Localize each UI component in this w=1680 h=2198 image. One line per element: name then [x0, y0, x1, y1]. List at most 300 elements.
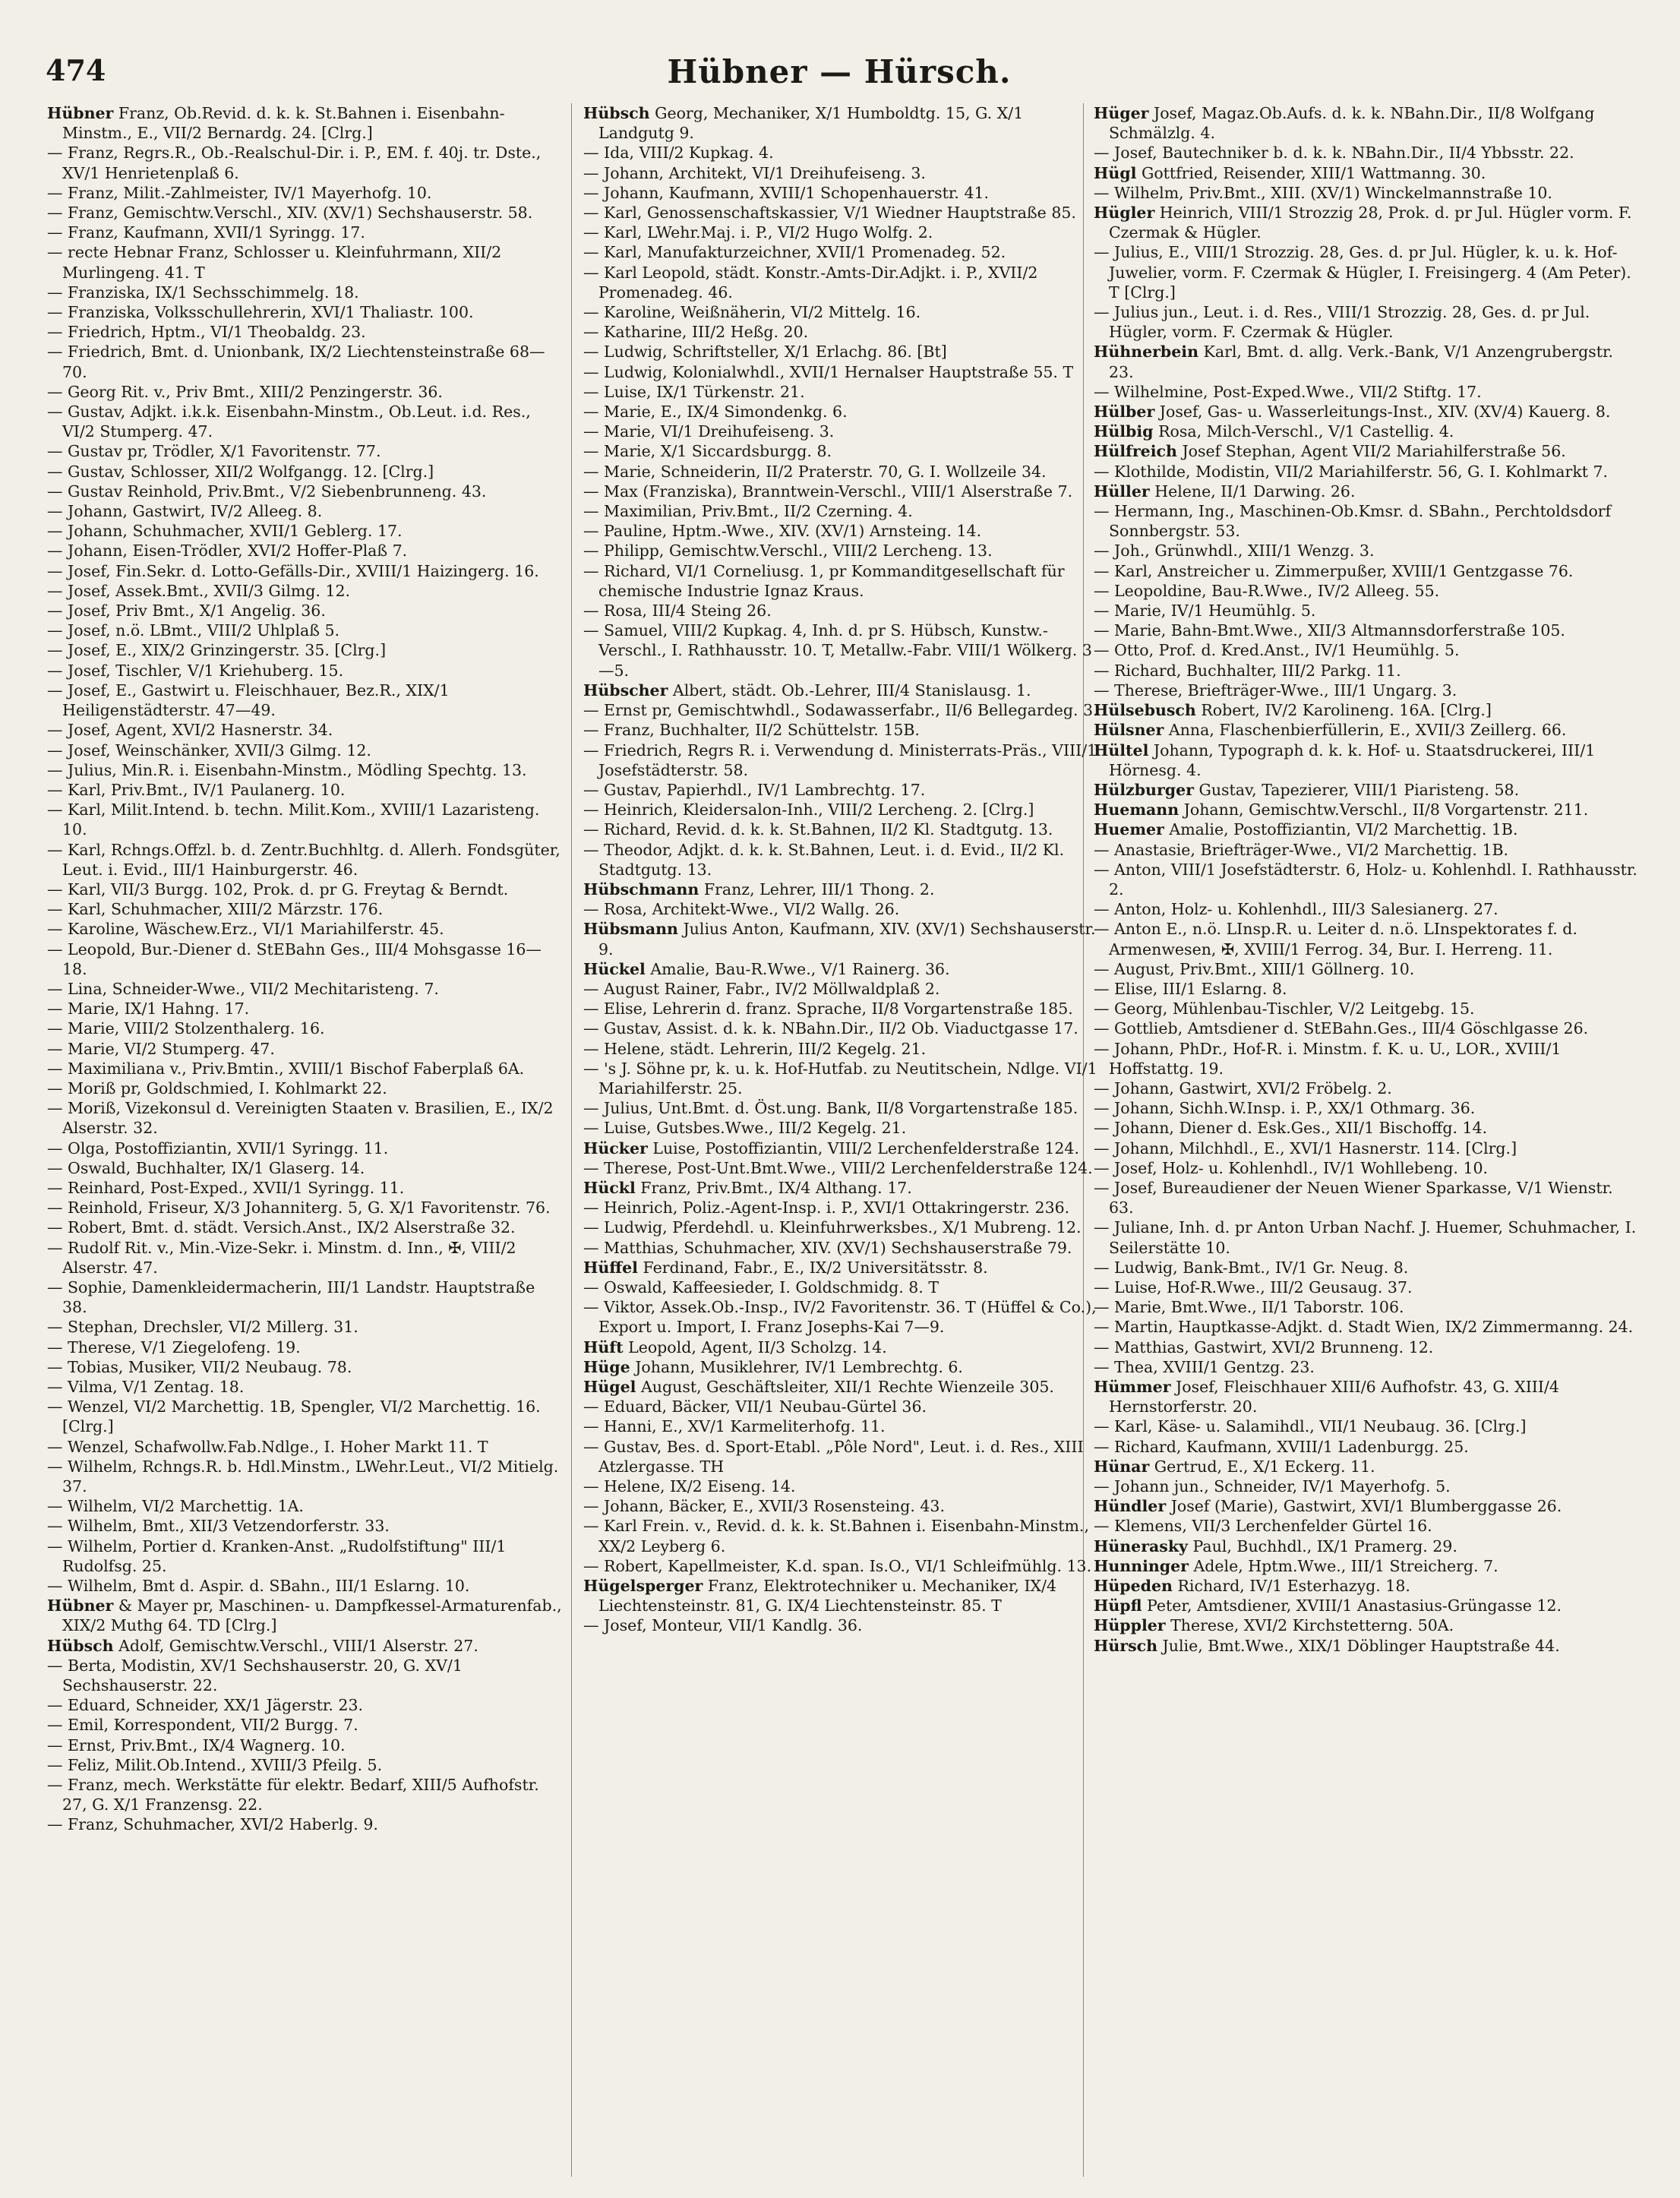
- entry-text: — Josef, Priv Bmt., X/1 Angelig. 36.: [47, 602, 326, 621]
- entry-text: — Marie, VIII/2 Stolzenthalerg. 16.: [47, 1019, 325, 1038]
- entry-text: — Anton, VIII/1 Josefstädterstr. 6, Holz- u. Kohlenhdl. I. Rathhausstr. 2.: [1094, 860, 1637, 898]
- entry-text: Gustav, Tapezierer, VIII/1 Piaristeng. 58.: [1198, 780, 1520, 799]
- entry-text: — Marie, X/1 Siccardsburgg. 8.: [583, 442, 832, 461]
- entry-text: — Franz, Gemischtw.Verschl., XIV. (XV/1) Sechshauserstr. 58.: [47, 204, 533, 223]
- entry-text: Therese, XVI/2 Kirchstetterng. 50A.: [1170, 1616, 1454, 1635]
- entry-text: — Gustav pr, Trödler, X/1 Favoritenstr. 77.: [47, 442, 381, 461]
- entry-text: — Franz, mech. Werkstätte für elektr. Bedarf, XIII/5 Aufhofstr. 27, G. X/1 Franzensg. 22.: [47, 1776, 539, 1814]
- directory-entry: [583, 1217, 1100, 1237]
- entry-text: — Josef, Fin.Sekr. d. Lotto-Gefälls-Dir., XVIII/1 Haizingerg. 16.: [47, 561, 539, 580]
- entry-text: — Richard, Revid. d. k. k. St.Bahnen, II/2 Kl. Stadtgutg. 13.: [583, 820, 1053, 839]
- directory-entry: [47, 521, 564, 541]
- entry-text: — Josef, Bautechniker b. d. k. k. NBahn.Dir., II/4 Ybbsstr. 22.: [1094, 144, 1574, 163]
- directory-entry: [583, 382, 1100, 402]
- entry-text: Josef, Gas- u. Wasserleitungs-Inst., XIV. (XV/4) Kauerg. 8.: [1159, 403, 1611, 422]
- entry-text: — Marie, Schneiderin, II/2 Praterstr. 70, G. I. Wollzeile 34.: [583, 462, 1047, 481]
- entry-text: Georg, Mechaniker, X/1 Humboldtg. 15, G. X/1 Landgutg 9.: [598, 104, 1024, 143]
- entry-text: — Johann, Architekt, VI/1 Dreihufeiseng. 3.: [583, 163, 926, 182]
- entry-text: — Gustav, Assist. d. k. k. NBahn.Dir., II/2 Ob. Viaductgasse 17.: [583, 1019, 1078, 1038]
- directory-entry: [1094, 640, 1641, 660]
- entry-text: — Marie, Bmt.Wwe., II/1 Taborstr. 106.: [1094, 1298, 1404, 1317]
- entry-text: — Leopold, Bur.-Diener d. StEBahn Ges., III/4 Mohsgasse 16—18.: [47, 940, 542, 978]
- directory-entry: [47, 1576, 564, 1596]
- surname-heading: Hückel: [583, 959, 646, 978]
- directory-entry: [1094, 1437, 1641, 1457]
- directory-entry: [47, 940, 564, 979]
- directory-entry: [47, 302, 564, 322]
- directory-entry: [1094, 1158, 1641, 1178]
- directory-entry: [1094, 860, 1641, 899]
- directory-entry: [583, 820, 1100, 839]
- entry-text: — Karl, Schuhmacher, XIII/2 Märzstr. 176.: [47, 900, 384, 919]
- directory-entry: [583, 342, 1100, 362]
- directory-entry: [583, 462, 1100, 482]
- entry-text: — Sophie, Damenkleidermacherin, III/1 Landstr. Hauptstraße 38.: [47, 1277, 535, 1317]
- column-divider: [571, 103, 572, 2177]
- directory-entry: [583, 302, 1100, 322]
- directory-entry: [1094, 1576, 1641, 1596]
- directory-entry: [47, 342, 564, 381]
- directory-entry: [47, 581, 564, 601]
- directory-entry: [47, 1437, 564, 1457]
- entry-text: — Franz, Buchhalter, II/2 Schüttelstr. 15B.: [583, 721, 920, 740]
- entry-text: — Johann, Gastwirt, IV/2 Alleeg. 8.: [47, 502, 323, 521]
- directory-entry: [1094, 541, 1641, 561]
- entry-text: — Philipp, Gemischtw.Verschl., VIII/2 Lercheng. 13.: [583, 542, 993, 561]
- entry-text: — Maximiliana v., Priv.Bmtin., XVIII/1 Bischof Faberplaß 6A.: [47, 1059, 525, 1078]
- entry-text: — Johann, PhDr., Hof-R. i. Minstm. f. K. u. U., LOR., XVIII/1 Hoffstattg. 19.: [1094, 1039, 1562, 1078]
- surname-heading: Hülber: [1094, 403, 1155, 422]
- entry-text: — Julius, Unt.Bmt. d. Öst.ung. Bank, II/8 Vorgartenstraße 185.: [583, 1099, 1078, 1118]
- directory-entry: [47, 183, 564, 203]
- entry-text: — Wilhelm, VI/2 Marchettig. 1A.: [47, 1497, 304, 1516]
- directory-entry: [47, 223, 564, 242]
- entry-text: — Franz, Milit.-Zahlmeister, IV/1 Mayerhofg. 10.: [47, 183, 432, 202]
- surname-heading: Hültel: [1094, 741, 1149, 760]
- surname-heading: Hülzburger: [1094, 780, 1194, 799]
- entry-text: Johann, Musiklehrer, IV/1 Lembrechtg. 6.: [635, 1357, 963, 1376]
- entry-text: — Luise, Hof-R.Wwe., III/2 Geusaug. 37.: [1094, 1277, 1413, 1296]
- directory-entry: [47, 1138, 564, 1158]
- entry-text: — Maximilian, Priv.Bmt., II/2 Czerning. 4.: [583, 502, 913, 521]
- entry-text: — Lina, Schneider-Wwe., VII/2 Mechitaristeng. 7.: [47, 979, 439, 998]
- entry-text: Karl, Bmt. d. allg. Verk.-Bank, V/1 Anzengrubergstr. 23.: [1109, 343, 1614, 381]
- directory-entry: [47, 1695, 564, 1715]
- entry-text: — Thea, XVIII/1 Gentzg. 23.: [1094, 1357, 1315, 1376]
- entry-text: — Franz, Regrs.R., Ob.-Realschul-Dir. i. P., EM. f. 40j. tr. Dste., XV/1 Henrietenplaß 6.: [47, 144, 542, 182]
- entry-text: Richard, IV/1 Esterhazyg. 18.: [1177, 1577, 1410, 1596]
- directory-entry: [583, 899, 1100, 919]
- entry-text: Adele, Hptm.Wwe., III/1 Streicherg. 7.: [1193, 1556, 1498, 1575]
- directory-entry: [1094, 1476, 1641, 1496]
- entry-text: — Olga, Postoffiziantin, XVII/1 Syringg. 11.: [47, 1138, 389, 1157]
- entry-text: — Josef, Bureaudiener der Neuen Wiener Sparkasse, V/1 Wienstr. 63.: [1094, 1178, 1613, 1217]
- directory-entry: [583, 1337, 1100, 1357]
- directory-entry: [1094, 1556, 1641, 1576]
- entry-text: Franz, Elektrotechniker u. Mechaniker, IX/4 Liechtensteinstr. 81, G. IX/4 Liechtensteinstr. 85. T: [598, 1577, 1057, 1615]
- entry-text: Franz, Ob.Revid. d. k. k. St.Bahnen i. Eisenbahn-Minstm., E., VII/2 Bernardg. 24. [Clrg.]: [62, 104, 505, 143]
- entry-text: Paul, Buchhdl., IX/1 Pramerg. 29.: [1192, 1536, 1457, 1555]
- directory-entry: [1094, 183, 1641, 203]
- entry-text: — Marie, VI/1 Dreihufeiseng. 3.: [583, 422, 835, 441]
- directory-entry: [583, 441, 1100, 461]
- directory-entry: [1094, 899, 1641, 919]
- entry-text: Leopold, Agent, II/3 Scholzg. 14.: [628, 1337, 887, 1356]
- entry-text: Julie, Bmt.Wwe., XIX/1 Döblinger Hauptstraße 44.: [1162, 1636, 1560, 1655]
- entry-text: — Stephan, Drechsler, VI/2 Millerg. 31.: [47, 1318, 358, 1337]
- entry-text: — Karl, Genossenschaftskassier, V/1 Wiedner Hauptstraße 85.: [583, 204, 1076, 223]
- entry-text: — Julius, E., VIII/1 Strozzig. 28, Ges. d. pr Jul. Hügler, k. u. k. Hof-Juwelier, vorm. F. Czermak & Hügler, I. Freisingerg. 4 (Am Peter). T [Clrg.]: [1094, 243, 1631, 302]
- entry-text: — Friedrich, Hptm., VI/1 Theobaldg. 23.: [47, 323, 366, 342]
- entry-text: — Johann, Eisen-Trödler, XVI/2 Hoffer-Plaß 7.: [47, 542, 408, 561]
- directory-entry: [47, 840, 564, 880]
- directory-entry: [583, 1138, 1100, 1158]
- directory-entry: [1094, 422, 1641, 441]
- entry-text: — Helene, städt. Lehrerin, III/2 Kegelg. 21.: [583, 1039, 927, 1058]
- surname-heading: Hügel: [583, 1378, 636, 1396]
- entry-text: — Gottlieb, Amtsdiener d. StEBahn.Ges., III/4 Göschlgasse 26.: [1094, 1019, 1589, 1038]
- entry-text: — Samuel, VIII/2 Kupkag. 4, Inh. d. pr S. Hübsch, Kunstw.-Verschl., I. Rathhausstr. 10. T, Metallw.-Fabr. VIII/1 Wölkerg. 3—5.: [583, 621, 1092, 680]
- surname-heading: Hülbig: [1094, 422, 1154, 441]
- directory-entry: [47, 1337, 564, 1357]
- directory-entry: [583, 959, 1100, 979]
- entry-text: — Karl, Priv.Bmt., IV/1 Paulanerg. 10.: [47, 780, 346, 799]
- entry-text: — Karl, Rchngs.Offzl. b. d. Zentr.Buchhltg. d. Allerh. Fondsgüter, Leut. i. Evid., III/1 Hainburgerstr. 46.: [47, 840, 561, 879]
- entry-text: — Juliane, Inh. d. pr Anton Urban Nachf. J. Huemer, Schuhmacher, I. Seilerstätte 10.: [1094, 1218, 1637, 1257]
- directory-entry: [583, 1059, 1100, 1098]
- entry-text: — Theodor, Adjkt. d. k. k. St.Bahnen, Leut. i. d. Evid., II/2 Kl. Stadtgutg. 13.: [583, 840, 1065, 879]
- directory-entry: [47, 1317, 564, 1337]
- surname-heading: Hünerasky: [1094, 1536, 1188, 1555]
- directory-entry: [47, 1018, 564, 1038]
- directory-entry: [1094, 402, 1641, 422]
- entry-text: — Ida, VIII/2 Kupkag. 4.: [583, 144, 774, 163]
- directory-entry: [47, 1814, 564, 1834]
- surname-heading: Hüffel: [583, 1258, 638, 1277]
- entry-text: — Josef, E., XIX/2 Grinzingerstr. 35. [Clrg.]: [47, 641, 387, 660]
- entry-text: — Ernst, Priv.Bmt., IX/4 Wagnerg. 10.: [47, 1735, 346, 1754]
- entry-text: — Therese, Post-Unt.Bmt.Wwe., VIII/2 Lerchenfelderstraße 124.: [583, 1158, 1093, 1177]
- entry-text: — Viktor, Assek.Ob.-Insp., IV/2 Favoritenstr. 36. T (Hüffel & Co.), Export u. Import, I. Franz Josephs-Kai 7—9.: [583, 1298, 1097, 1337]
- page-header: [46, 53, 1633, 99]
- entry-text: Ferdinand, Fabr., E., IX/2 Universitätsstr. 8.: [643, 1258, 988, 1277]
- surname-heading: Hübsch: [47, 1636, 114, 1655]
- directory-entry: [1094, 163, 1641, 183]
- entry-text: — Marie, IX/1 Hahng. 17.: [47, 1000, 250, 1018]
- directory-entry: [47, 800, 564, 839]
- directory-entry: [583, 621, 1100, 681]
- directory-entry: [583, 1018, 1100, 1038]
- entry-text: Gottfried, Reisender, XIII/1 Wattmanng. 30.: [1141, 163, 1486, 182]
- entry-text: — Oswald, Buchhalter, IX/1 Glaserg. 14.: [47, 1158, 365, 1177]
- entry-text: — Josef, Tischler, V/1 Kriehuberg. 15.: [47, 661, 344, 680]
- directory-entry: [583, 501, 1100, 521]
- directory-entry: [583, 1098, 1100, 1118]
- running-title: Hübner — Hürsch.: [667, 53, 1012, 90]
- directory-entry: [1094, 581, 1641, 601]
- entry-text: — Anton E., n.ö. LInsp.R. u. Leiter d. n.ö. LInspektorates f. d. Armenwesen, ✠, XVIII/1 Ferrog. 34, Bur. I. Herreng. 11.: [1094, 920, 1577, 958]
- directory-entry: [583, 601, 1100, 621]
- entry-text: — Eduard, Bäcker, VII/1 Neubau-Gürtel 36.: [583, 1397, 927, 1416]
- entry-text: — Karl, VII/3 Burgg. 102, Prok. d. pr G. Freytag & Berndt.: [47, 880, 509, 898]
- surname-heading: Hümmer: [1094, 1378, 1171, 1396]
- entry-text: — Ludwig, Bank-Bmt., IV/1 Gr. Neug. 8.: [1094, 1258, 1409, 1277]
- entry-text: — Matthias, Schuhmacher, XIV. (XV/1) Sechshauserstraße 79.: [583, 1238, 1072, 1257]
- surname-heading: Hüpfl: [1094, 1596, 1142, 1615]
- surname-heading: Hülfreich: [1094, 442, 1177, 461]
- directory-entry: [47, 541, 564, 561]
- directory-entry: [1094, 1615, 1641, 1635]
- directory-entry: [1094, 780, 1641, 800]
- entry-text: — Martin, Hauptkasse-Adjkt. d. Stadt Wien, IX/2 Zimmermanng. 24.: [1094, 1318, 1634, 1337]
- directory-entry: [1094, 601, 1641, 621]
- directory-entry: [47, 780, 564, 800]
- entry-text: — Josef, Agent, XVI/2 Hasnerstr. 34.: [47, 721, 333, 740]
- entry-text: — recte Hebnar Franz, Schlosser u. Kleinfuhrmann, XII/2 Murlingeng. 41. T: [47, 243, 502, 282]
- entry-text: Gertrud, E., X/1 Eckerg. 11.: [1154, 1457, 1375, 1476]
- entry-text: — Karoline, Wäschew.Erz., VI/1 Mariahilferstr. 45.: [47, 920, 444, 939]
- entry-text: Amalie, Postoffiziantin, VI/2 Marchettig. 1B.: [1169, 820, 1518, 839]
- entry-text: — Franz, Schuhmacher, XVI/2 Haberlg. 9.: [47, 1815, 378, 1834]
- directory-entry: [1094, 203, 1641, 242]
- directory-entry: [583, 840, 1100, 880]
- directory-entry: [47, 1059, 564, 1078]
- directory-entry: [47, 640, 564, 660]
- entry-text: Albert, städt. Ob.-Lehrer, III/4 Stanislausg. 1.: [672, 681, 1031, 700]
- directory-entry: [47, 1516, 564, 1536]
- entry-text: Robert, IV/2 Karolineng. 16A. [Clrg.]: [1201, 701, 1492, 720]
- directory-entry: [47, 880, 564, 899]
- directory-entry: [583, 1476, 1100, 1496]
- entry-text: — Rosa, Architekt-Wwe., VI/2 Wallg. 26.: [583, 900, 900, 919]
- directory-entry: [47, 1397, 564, 1436]
- directory-entry: [47, 501, 564, 521]
- entry-text: — Marie, IV/1 Heumühlg. 5.: [1094, 602, 1316, 621]
- entry-text: — Rosa, III/4 Steing 26.: [583, 602, 772, 621]
- directory-entry: [47, 1457, 564, 1496]
- entry-text: — Julius, Min.R. i. Eisenbahn-Minstm., Mödling Spechtg. 13.: [47, 760, 527, 779]
- surname-heading: Huemer: [1094, 820, 1164, 839]
- directory-column-2: [583, 103, 1100, 2184]
- directory-entry: [1094, 1039, 1641, 1078]
- entry-text: — Marie, Bahn-Bmt.Wwe., XII/3 Altmannsdorferstraße 105.: [1094, 621, 1565, 640]
- directory-entry: [583, 1158, 1100, 1178]
- entry-text: — Johann, Diener d. Esk.Ges., XII/1 Bischoffg. 14.: [1094, 1119, 1488, 1138]
- entry-text: — Wilhelm, Bmt., XII/3 Vetzendorferstr. 33.: [47, 1517, 390, 1536]
- entry-text: — Gustav Reinhold, Priv.Bmt., V/2 Siebenbrunneng. 43.: [47, 482, 487, 501]
- entry-text: — Josef, Holz- u. Kohlenhdl., IV/1 Wohllebeng. 10.: [1094, 1158, 1489, 1177]
- surname-heading: Hübschmann: [583, 880, 699, 898]
- directory-entry: [1094, 302, 1641, 342]
- entry-text: — Gustav, Schlosser, XII/2 Wolfgangg. 12. [Clrg.]: [47, 462, 434, 481]
- directory-entry: [47, 681, 564, 720]
- directory-entry: [1094, 1337, 1641, 1357]
- surname-heading: Hübsmann: [583, 920, 678, 939]
- directory-entry: [1094, 681, 1641, 700]
- directory-entry: [47, 561, 564, 581]
- directory-entry: [583, 322, 1100, 342]
- directory-entry: [1094, 1118, 1641, 1138]
- directory-entry: [583, 1039, 1100, 1059]
- entry-text: — Wenzel, Schafwollw.Fab.Ndlge., I. Hoher Markt 11. T: [47, 1437, 488, 1456]
- entry-text: — Josef, n.ö. LBmt., VIII/2 Uhlplaß 5.: [47, 621, 340, 640]
- entry-text: — Johann, Schuhmacher, XVII/1 Geblerg. 17.: [47, 522, 403, 541]
- directory-entry: [1094, 1098, 1641, 1118]
- directory-entry: [1094, 441, 1641, 461]
- entry-text: — Ernst pr, Gemischtwhdl., Sodawasserfabr., II/6 Bellegardeg. 3.: [583, 701, 1098, 720]
- directory-entry: [583, 422, 1100, 441]
- entry-text: Amalie, Bau-R.Wwe., V/1 Rainerg. 36.: [650, 959, 950, 978]
- directory-entry: [1094, 1416, 1641, 1436]
- directory-entry: [1094, 1357, 1641, 1377]
- directory-entry: [1094, 621, 1641, 640]
- entry-text: Julius Anton, Kaufmann, XIV. (XV/1) Sechshauserstr. 9.: [598, 920, 1096, 958]
- entry-text: — Josef, Weinschänker, XVII/3 Gilmg. 12.: [47, 741, 371, 760]
- directory-entry: [47, 402, 564, 441]
- entry-text: — Feliz, Milit.Ob.Intend., XVIII/3 Pfeilg. 5.: [47, 1755, 383, 1774]
- directory-entry: [583, 681, 1100, 700]
- entry-text: — Reinhold, Friseur, X/3 Johanniterg. 5, G. X/1 Favoritenstr. 76.: [47, 1198, 551, 1217]
- directory-entry: [47, 482, 564, 501]
- entry-text: — Rudolf Rit. v., Min.-Vize-Sekr. i. Minstm. d. Inn., ✠, VIII/2 Alserstr. 47.: [47, 1238, 516, 1277]
- entry-text: — Oswald, Kaffeesieder, I. Goldschmidg. 8. T: [583, 1277, 939, 1296]
- surname-heading: Hülsner: [1094, 721, 1164, 740]
- directory-entry: [583, 780, 1100, 800]
- directory-entry: [583, 1615, 1100, 1635]
- directory-entry: [1094, 741, 1641, 780]
- directory-entry: [583, 700, 1100, 720]
- entry-text: Johann, Typograph d. k. k. Hof- u. Staatsdruckerei, III/1 Hörnesg. 4.: [1109, 741, 1596, 779]
- directory-entry: [1094, 1536, 1641, 1556]
- entry-text: — Josef, Assek.Bmt., XVII/3 Gilmg. 12.: [47, 581, 351, 600]
- directory-entry: [583, 720, 1100, 740]
- entry-text: — Gustav, Bes. d. Sport-Etabl. „Pôle Nord", Leut. i. d. Res., XIII Atzlergasse. TH: [583, 1437, 1084, 1476]
- directory-entry: [1094, 561, 1641, 581]
- surname-heading: Hübscher: [583, 681, 668, 700]
- entry-text: Josef, Magaz.Ob.Aufs. d. k. k. NBahn.Dir., II/8 Wolfgang Schmälzlg. 4.: [1109, 104, 1595, 143]
- directory-entry: [47, 1656, 564, 1695]
- directory-entry: [47, 899, 564, 919]
- entry-text: — Richard, Kaufmann, XVIII/1 Ladenburgg. 25.: [1094, 1437, 1469, 1456]
- directory-entry: [1094, 1317, 1641, 1337]
- entry-text: — Elise, III/1 Eslarng. 8.: [1094, 979, 1287, 998]
- entry-text: — Franziska, Volksschullehrerin, XVI/1 Thaliastr. 100.: [47, 303, 474, 322]
- directory-entry: [1094, 919, 1641, 958]
- entry-text: — Leopoldine, Bau-R.Wwe., IV/2 Alleeg. 55.: [1094, 581, 1440, 600]
- surname-heading: Hüft: [583, 1337, 624, 1356]
- directory-entry: [583, 1118, 1100, 1138]
- directory-column-3: [1094, 103, 1641, 2184]
- entry-text: — Karl, Käse- u. Salamihdl., VII/1 Neubaug. 36. [Clrg.]: [1094, 1417, 1527, 1436]
- directory-entry: [1094, 800, 1641, 820]
- directory-entry: [583, 561, 1100, 601]
- entry-text: — Wilhelm, Bmt d. Aspir. d. SBahn., III/1 Eslarng. 10.: [47, 1577, 470, 1596]
- surname-heading: Hüller: [1094, 482, 1150, 501]
- directory-entry: [583, 1377, 1100, 1397]
- entry-text: — Luise, Gutsbes.Wwe., III/2 Kegelg. 21.: [583, 1119, 907, 1138]
- directory-entry: [583, 979, 1100, 999]
- entry-text: — August, Priv.Bmt., XIII/1 Göllnerg. 10.: [1094, 959, 1415, 978]
- directory-entry: [47, 979, 564, 999]
- entry-text: — Therese, Briefträger-Wwe., III/1 Ungarg. 3.: [1094, 681, 1457, 700]
- directory-entry: [583, 143, 1100, 163]
- entry-text: — Gustav, Papierhdl., IV/1 Lambrechtg. 17.: [583, 780, 926, 799]
- surname-heading: Hübner: [47, 104, 114, 122]
- entry-text: — Karl, Manufakturzeichner, XVII/1 Promenadeg. 52.: [583, 243, 1006, 262]
- directory-entry: [583, 521, 1100, 541]
- directory-entry: [1094, 999, 1641, 1018]
- entry-text: — Anton, Holz- u. Kohlenhdl., III/3 Salesianerg. 27.: [1094, 900, 1498, 919]
- entry-text: — Ludwig, Pferdehdl. u. Kleinfuhrwerksbes., X/1 Mubreng. 12.: [583, 1218, 1082, 1237]
- directory-entry: [583, 880, 1100, 899]
- directory-entry: [583, 223, 1100, 242]
- entry-text: — Klothilde, Modistin, VII/2 Mariahilferstr. 56, G. I. Kohlmarkt 7.: [1094, 462, 1609, 481]
- directory-entry: [583, 163, 1100, 183]
- directory-entry: [583, 183, 1100, 203]
- entry-text: Helene, II/1 Darwing. 26.: [1154, 482, 1356, 501]
- surname-heading: Hülsebusch: [1094, 701, 1196, 720]
- entry-text: — Moriß pr, Goldschmied, I. Kohlmarkt 22.: [47, 1078, 387, 1097]
- directory-entry: [1094, 462, 1641, 482]
- directory-entry: [47, 1636, 564, 1656]
- directory-entry: [1094, 840, 1641, 860]
- entry-text: — Heinrich, Kleidersalon-Inh., VIII/2 Lercheng. 2. [Clrg.]: [583, 801, 1034, 820]
- directory-entry: [47, 741, 564, 760]
- entry-text: — Karl Leopold, städt. Konstr.-Amts-Dir.Adjkt. i. P., XVII/2 Promenadeg. 46.: [583, 263, 1038, 302]
- directory-entry: [47, 143, 564, 182]
- directory-entry: [47, 203, 564, 223]
- directory-entry: [1094, 1636, 1641, 1656]
- surname-heading: Hunninger: [1094, 1556, 1189, 1575]
- directory-entry: [1094, 1297, 1641, 1317]
- directory-entry: [47, 1496, 564, 1516]
- directory-entry: [583, 1516, 1100, 1555]
- entry-text: — Otto, Prof. d. Kred.Anst., IV/1 Heumühlg. 5.: [1094, 641, 1460, 660]
- directory-entry: [1094, 1496, 1641, 1516]
- directory-entry: [47, 919, 564, 939]
- directory-entry: [583, 402, 1100, 422]
- entry-text: — Berta, Modistin, XV/1 Sechshauserstr. 20, G. XV/1 Sechshauserstr. 22.: [47, 1656, 463, 1695]
- directory-entry: [583, 1238, 1100, 1258]
- surname-heading: Hürsch: [1094, 1636, 1158, 1655]
- directory-entry: [583, 999, 1100, 1018]
- directory-entry: [47, 382, 564, 402]
- entry-text: — Karl Frein. v., Revid. d. k. k. St.Bahnen i. Eisenbahn-Minstm., XX/2 Leyberg 6.: [583, 1517, 1089, 1555]
- surname-heading: Hübsch: [583, 104, 650, 122]
- directory-entry: [583, 1357, 1100, 1377]
- directory-entry: [583, 919, 1100, 958]
- entry-text: Josef Stephan, Agent VII/2 Mariahilferstraße 56.: [1182, 442, 1566, 461]
- directory-entry: [1094, 501, 1641, 541]
- directory-entry: [583, 362, 1100, 382]
- entry-text: August, Geschäftsleiter, XII/1 Rechte Wienzeile 305.: [640, 1378, 1054, 1396]
- directory-entry: [47, 1377, 564, 1397]
- directory-entry: [583, 263, 1100, 302]
- entry-text: — Max (Franziska), Branntwein-Verschl., VIII/1 Alserstraße 7.: [583, 482, 1073, 501]
- directory-entry: [1094, 1217, 1641, 1257]
- directory-entry: [583, 1198, 1100, 1217]
- entry-text: — Johann, Bäcker, E., XVII/3 Rosensteing. 43.: [583, 1497, 945, 1516]
- surname-heading: Hündler: [1094, 1497, 1167, 1516]
- entry-text: — Johann, Sichh.W.Insp. i. P., XX/1 Othmarg. 36.: [1094, 1099, 1476, 1118]
- entry-text: — Gustav, Adjkt. i.k.k. Eisenbahn-Minstm., Ob.Leut. i.d. Res., VI/2 Stumperg. 47.: [47, 403, 531, 441]
- entry-text: Johann, Gemischtw.Verschl., II/8 Vorgartenstr. 211.: [1183, 801, 1589, 820]
- entry-text: — Moriß, Vizekonsul d. Vereinigten Staaten v. Brasilien, E., IX/2 Alserstr. 32.: [47, 1099, 554, 1138]
- directory-entry: [583, 103, 1100, 143]
- entry-text: — Wilhelm, Portier d. Kranken-Anst. „Rudolfstiftung" III/1 Rudolfsg. 25.: [47, 1536, 507, 1575]
- entry-text: — Wilhelmine, Post-Exped.Wwe., VII/2 Stiftg. 17.: [1094, 382, 1482, 401]
- directory-entry: [1094, 959, 1641, 979]
